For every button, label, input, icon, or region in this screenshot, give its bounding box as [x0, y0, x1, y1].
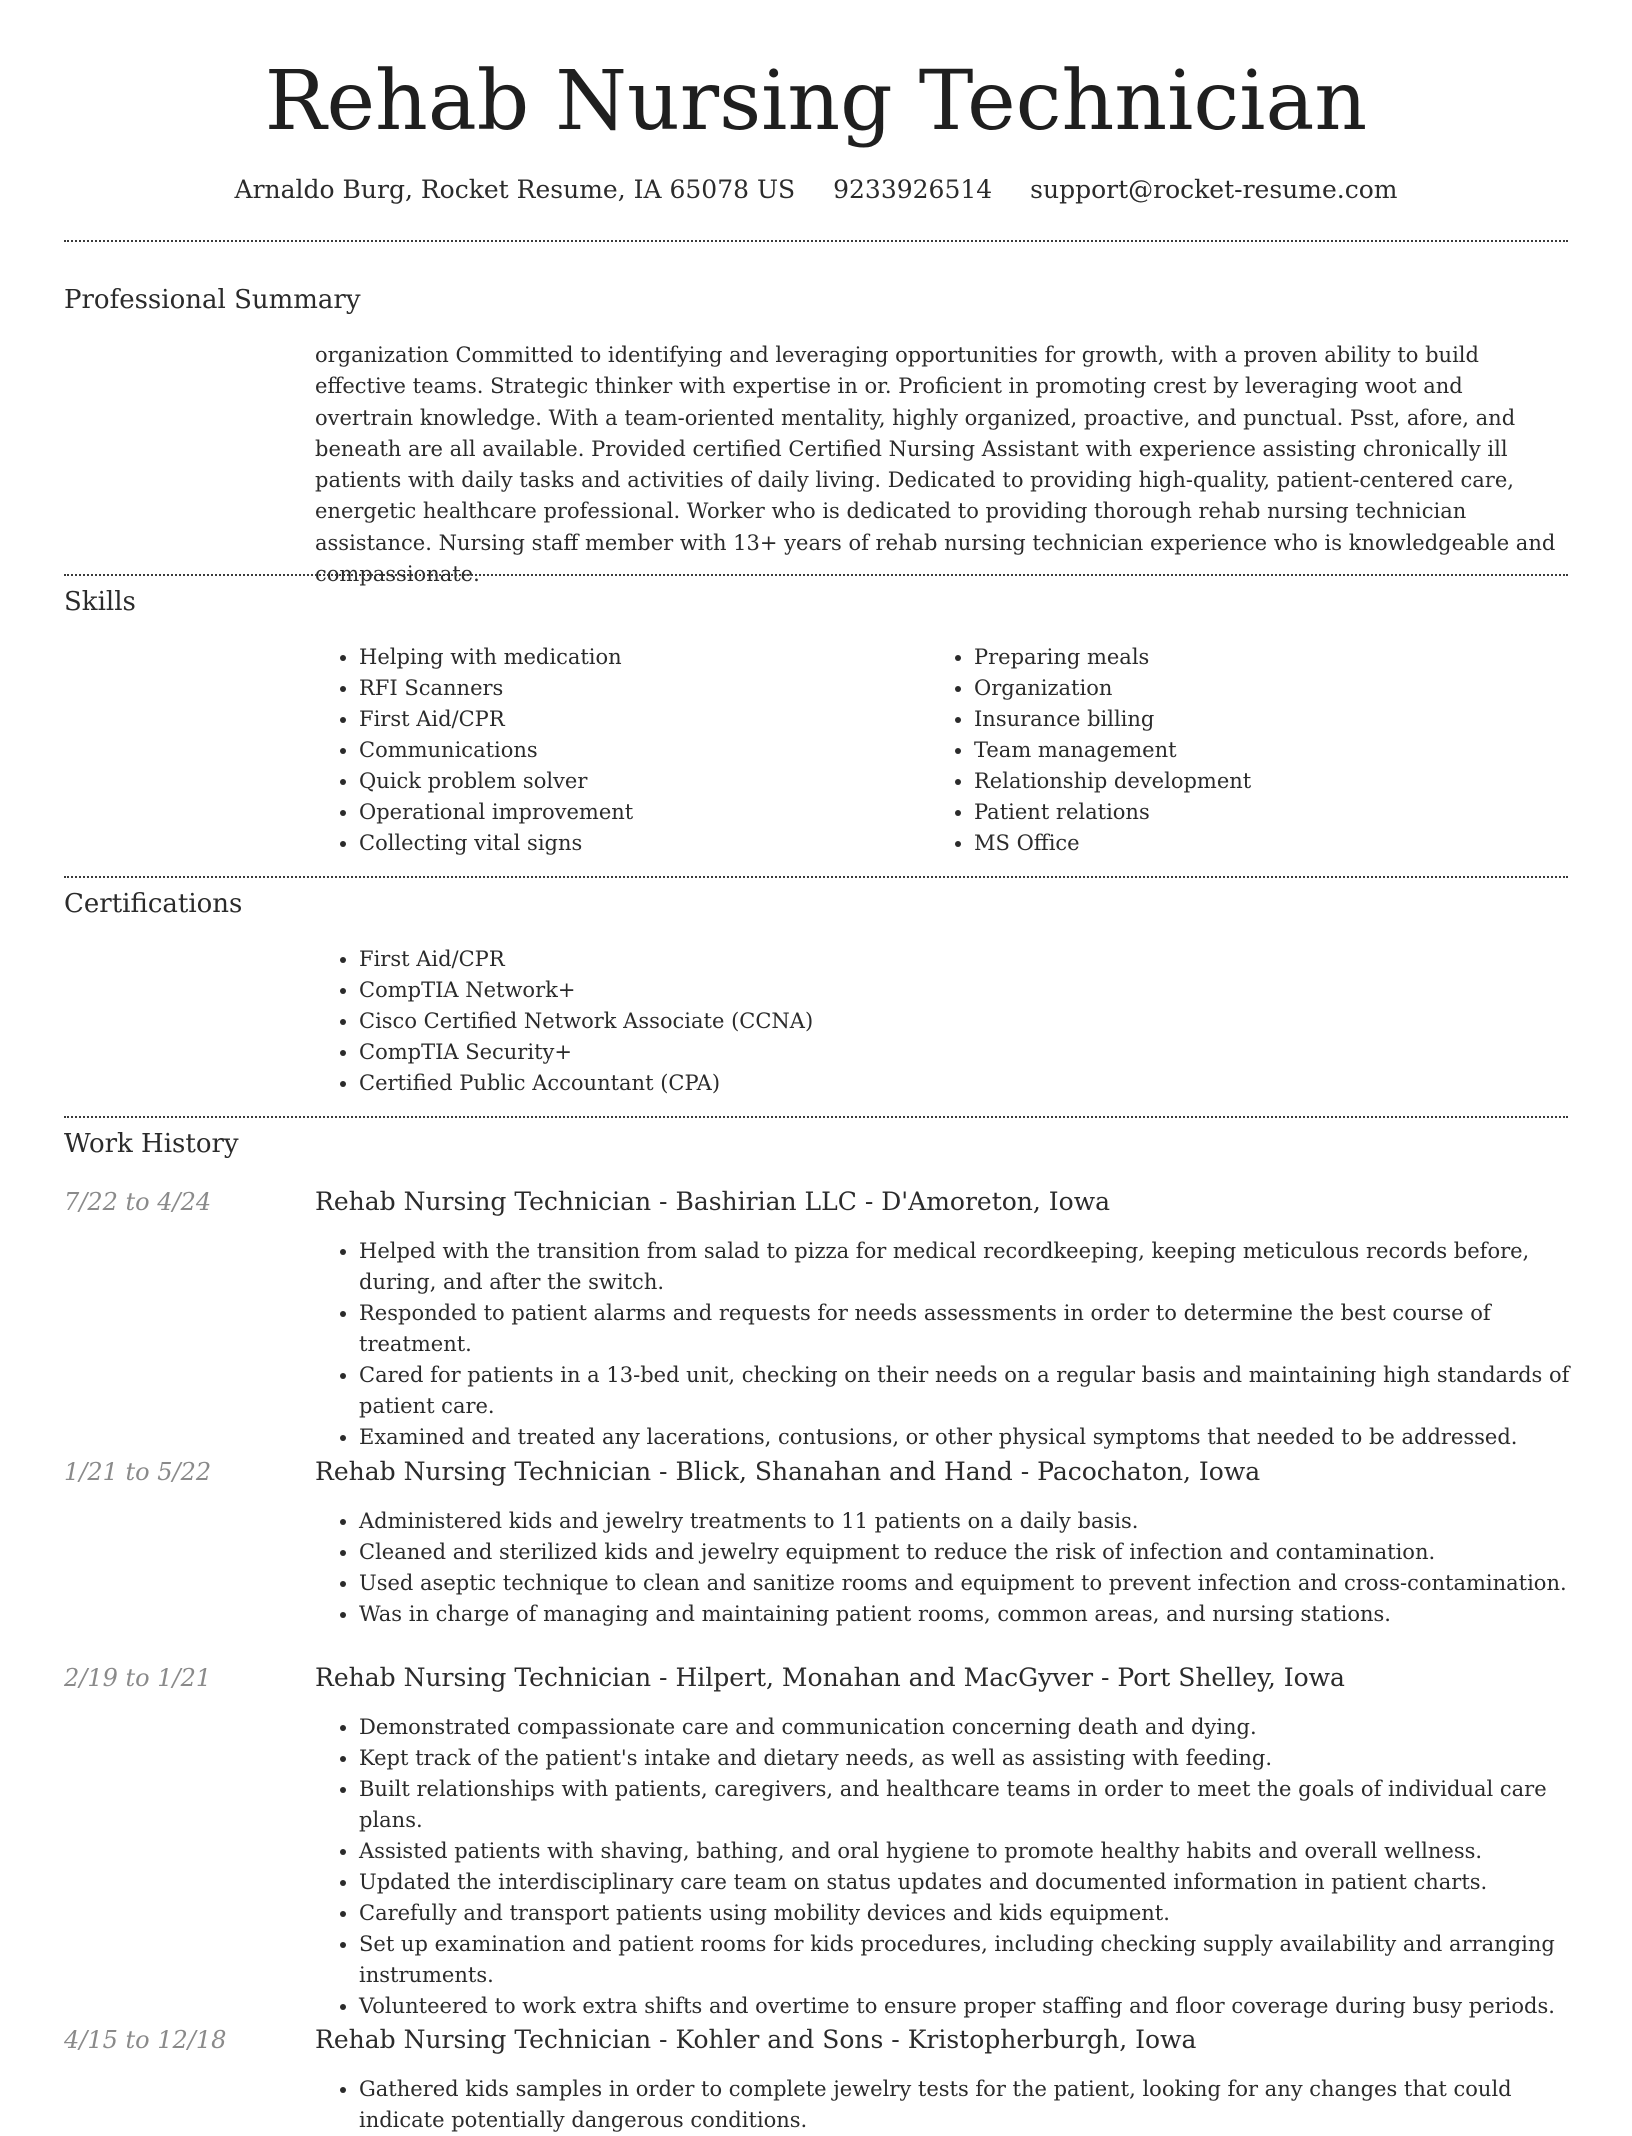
job-dates: 4/15 to 12/18 — [64, 2026, 227, 2054]
job-bullet: • Gathered kids samples in order to complete jewelry tests for the patient, looking for any changes that could indicate potentially dangerous conditions. — [359, 2074, 1589, 2136]
skill-item: • Preparing meals — [974, 642, 1574, 673]
job-bullets — [315, 1506, 1589, 1630]
certification-item: • CompTIA Security+ — [359, 1037, 1609, 1068]
certification-item: • CompTIA Network+ — [359, 975, 1609, 1006]
job-bullet: • Examined and treated any lacerations, contusions, or other physical symptoms that needed to be addressed. — [359, 1422, 1589, 1453]
job-bullets — [315, 1236, 1589, 1453]
summary-text: organization Committed to identifying and leveraging opportunities for growth, with a proven ability to build effective teams. Strategic thinker with expertise in or. Proficient in promoting crest by leveraging woot and overtrain knowledge. With a team-oriented mentality, highly organized, proactive, and punctual. Psst, afore, and beneath are all available. Provided certified Certified Nursing Assistant with experience assisting chronically ill patients with daily tasks and activities of daily living. Dedicated to providing high-quality, patient-centered care, energetic healthcare professional. Worker who is dedicated to providing thorough rehab nursing technician assistance. Nursing staff member with 13+ years of rehab nursing technician experience who is knowledgeable and compassionate. — [315, 343, 1556, 587]
job-bullet: • Assisted patients with shaving, bathing, and oral hygiene to promote healthy habits and overall wellness. — [359, 1836, 1589, 1867]
job-dates: 1/21 to 5/22 — [64, 1458, 212, 1486]
section-title-skills: Skills — [64, 587, 136, 617]
skill-item: • Helping with medication — [359, 642, 919, 673]
skill-item: • Team management — [974, 735, 1574, 766]
job-dates: 2/19 to 1/21 — [64, 1664, 212, 1692]
section-title-certifications: Certifications — [64, 889, 243, 919]
certification-item: • First Aid/CPR — [359, 944, 1609, 975]
job-bullet: • Helped with the transition from salad to pizza for medical recordkeeping, keeping meticulous records before, during, and after the switch. — [359, 1236, 1589, 1298]
job-bullet: • Cleaned and sterilized kids and jewelry equipment to reduce the risk of infection and contamination. — [359, 1537, 1589, 1568]
job-title: Rehab Nursing Technician - Kohler and Sons - Kristopherburgh, Iowa — [315, 2025, 1197, 2054]
section-divider — [64, 240, 1568, 242]
job-bullet: • Was in charge of managing and maintaining patient rooms, common areas, and nursing stations. — [359, 1599, 1589, 1630]
job-bullets — [315, 2074, 1589, 2136]
skill-item: • Organization — [974, 673, 1574, 704]
skill-item: • Communications — [359, 735, 919, 766]
contact-address: Arnaldo Burg, Rocket Resume, IA 65078 US — [234, 175, 796, 204]
job-dates: 7/22 to 4/24 — [64, 1188, 212, 1216]
job-bullet: • Volunteered to work extra shifts and overtime to ensure proper staffing and floor coverage during busy periods. — [359, 1991, 1589, 2022]
skill-item: • Insurance billing — [974, 704, 1574, 735]
contact-line — [0, 170, 1632, 210]
job-bullet: • Used aseptic technique to clean and sanitize rooms and equipment to prevent infection and cross-contamination. — [359, 1568, 1589, 1599]
section-divider — [64, 876, 1568, 878]
skill-item: • RFI Scanners — [359, 673, 919, 704]
job-bullet: • Demonstrated compassionate care and communication concerning death and dying. — [359, 1712, 1589, 1743]
section-title-summary: Professional Summary — [64, 285, 361, 315]
job-title: Rehab Nursing Technician - Bashirian LLC - D'Amoreton, Iowa — [315, 1187, 1111, 1216]
candidate-name: Rehab Nursing Technician — [264, 54, 1368, 149]
job-bullet: • Carefully and transport patients using mobility devices and kids equipment. — [359, 1898, 1589, 1929]
skill-item: • Patient relations — [974, 797, 1574, 828]
job-bullet: • Updated the interdisciplinary care team on status updates and documented information in patient charts. — [359, 1867, 1589, 1898]
certification-item: • Cisco Certified Network Associate (CCNA) — [359, 1006, 1609, 1037]
contact-email: support@rocket-resume.com — [1030, 175, 1398, 204]
job-bullet: • Kept track of the patient's intake and dietary needs, as well as assisting with feeding. — [359, 1743, 1589, 1774]
certifications-list — [315, 944, 1609, 1099]
job-bullet: • Built relationships with patients, caregivers, and healthcare teams in order to meet the goals of individual care plans. — [359, 1774, 1589, 1836]
job-bullets — [315, 1712, 1589, 2022]
job-bullet: • Cared for patients in a 13-bed unit, checking on their needs on a regular basis and maintaining high standards of patient care. — [359, 1360, 1589, 1422]
skills-list-right — [930, 642, 1574, 859]
section-divider — [64, 574, 1568, 576]
certification-item: • Certified Public Accountant (CPA) — [359, 1068, 1609, 1099]
skill-item: • MS Office — [974, 828, 1574, 859]
skill-item: • Quick problem solver — [359, 766, 919, 797]
section-title-work-history: Work History — [64, 1129, 239, 1159]
contact-phone: 9233926514 — [833, 175, 993, 204]
skill-item: • Operational improvement — [359, 797, 919, 828]
skill-item: • Collecting vital signs — [359, 828, 919, 859]
skills-list-left — [315, 642, 919, 859]
job-title: Rehab Nursing Technician - Blick, Shanahan and Hand - Pacochaton, Iowa — [315, 1457, 1261, 1486]
job-title: Rehab Nursing Technician - Hilpert, Monahan and MacGyver - Port Shelley, Iowa — [315, 1663, 1345, 1692]
skill-item: • Relationship development — [974, 766, 1574, 797]
job-bullet: • Administered kids and jewelry treatments to 11 patients on a daily basis. — [359, 1506, 1589, 1537]
section-divider — [64, 1116, 1568, 1118]
job-bullet: • Responded to patient alarms and requests for needs assessments in order to determine the best course of treatment. — [359, 1298, 1589, 1360]
job-bullet: • Set up examination and patient rooms for kids procedures, including checking supply availability and arranging instruments. — [359, 1929, 1589, 1991]
skill-item: • First Aid/CPR — [359, 704, 919, 735]
